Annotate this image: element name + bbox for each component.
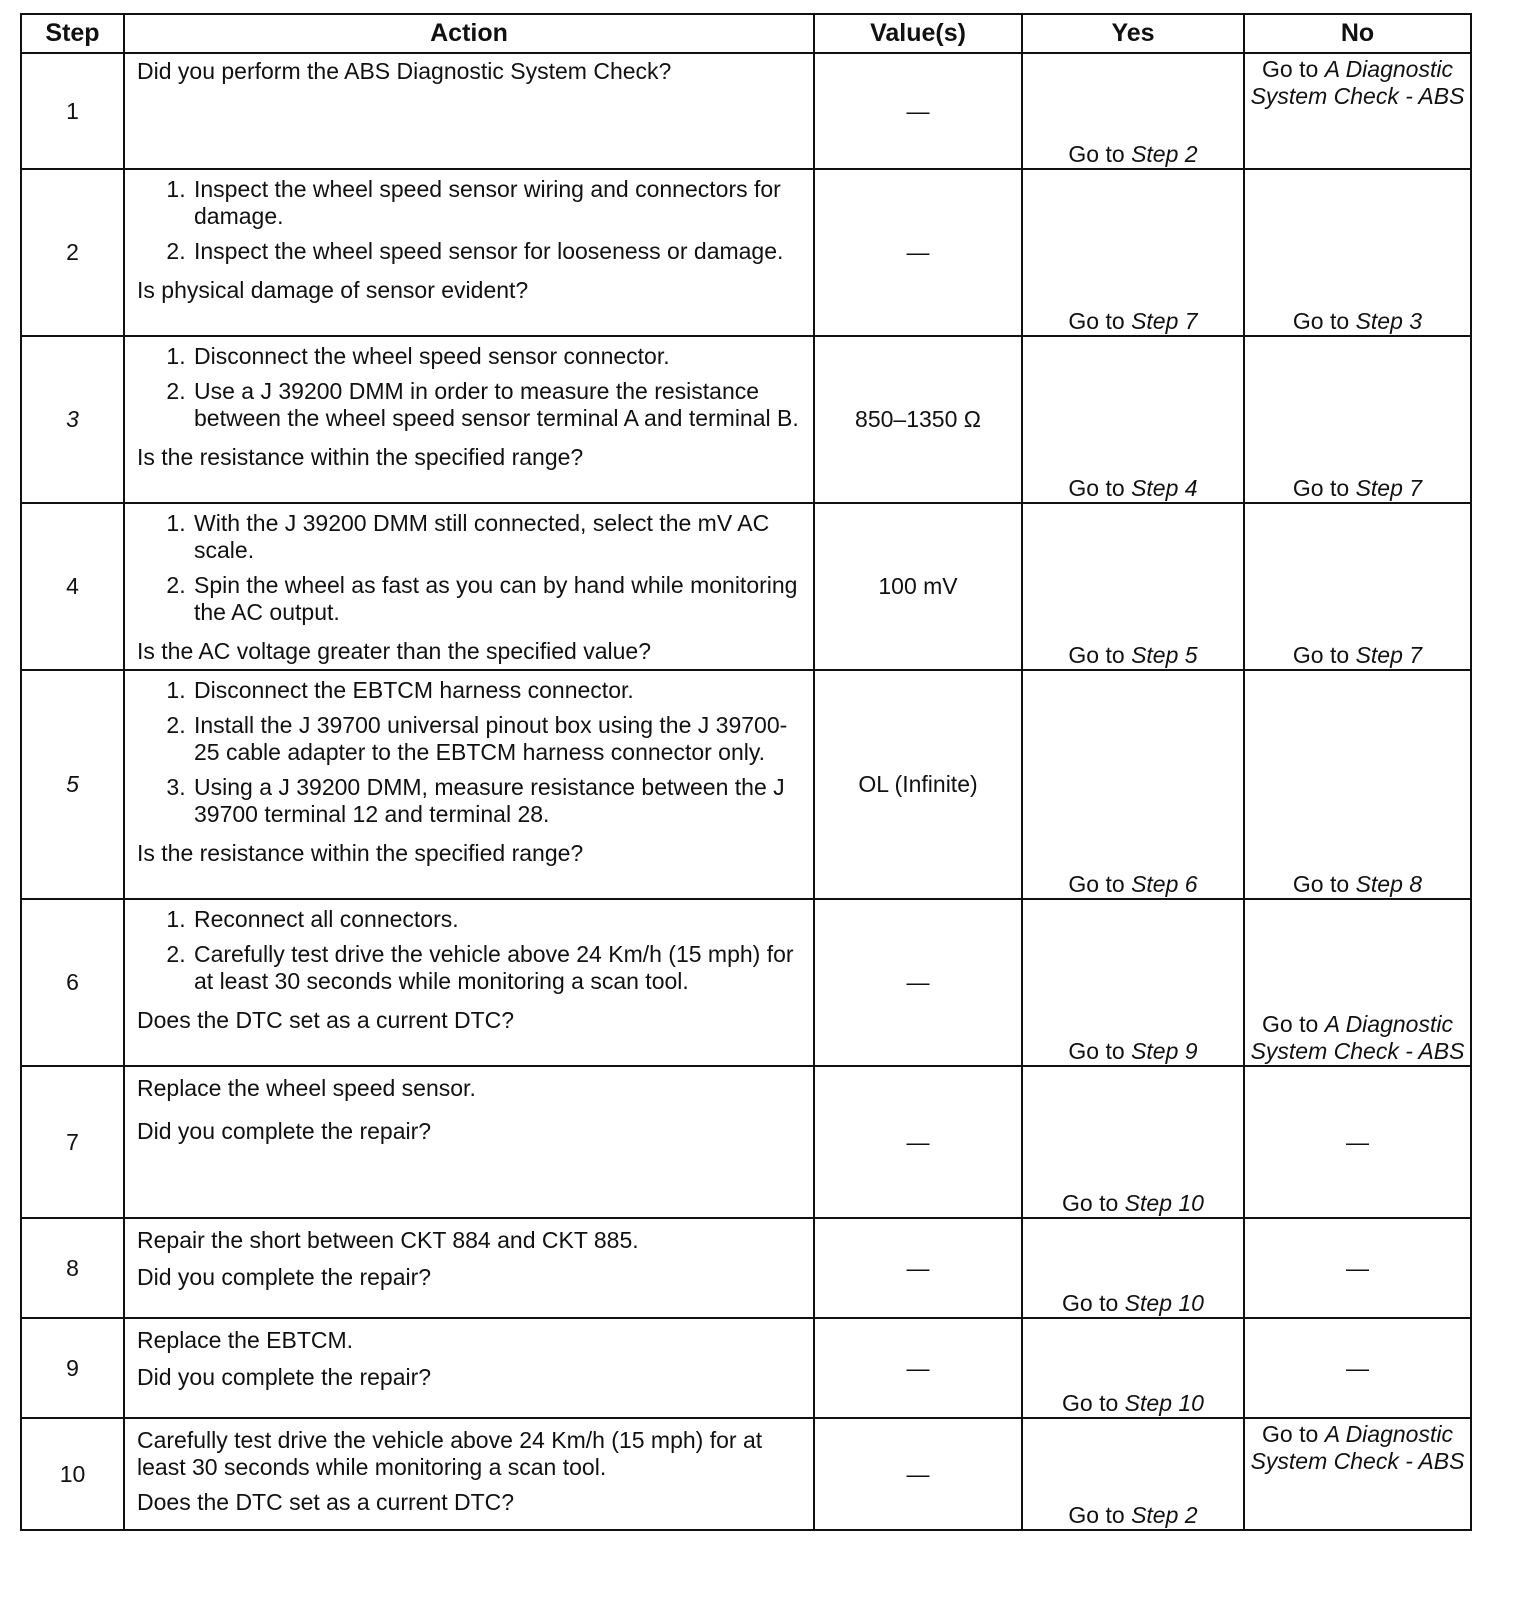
- action-question: Does the DTC set as a current DTC?: [137, 1489, 515, 1515]
- no-text: Go to: [1292, 308, 1356, 334]
- action-cell: [124, 53, 814, 169]
- diagnostic-table: [20, 13, 1472, 1531]
- header-yes: Yes: [1022, 14, 1244, 53]
- no-text: Go to: [1292, 642, 1356, 668]
- yes-text: Go to: [1068, 1502, 1132, 1528]
- yes-text: Go to: [1068, 871, 1132, 897]
- yes-cell: [1022, 53, 1244, 169]
- yes-ref: Step 4: [1131, 475, 1198, 501]
- step-number: 1: [21, 53, 124, 169]
- no-cell: —: [1244, 1066, 1471, 1218]
- no-cell: —: [1244, 1218, 1471, 1318]
- no-cell: [1244, 670, 1471, 899]
- yes-cell: [1022, 670, 1244, 899]
- yes-cell: [1022, 1318, 1244, 1418]
- action-cell: [124, 1418, 814, 1530]
- action-step: 2. Use a J 39200 DMM in order to measure the resistance between the wheel speed sensor terminal A and terminal B.: [192, 378, 805, 432]
- table-row: [21, 899, 1471, 1066]
- no-ref: A Diagnostic System Check - ABS: [1250, 56, 1465, 109]
- value-cell: —: [814, 169, 1022, 336]
- no-text: Go to: [1262, 1011, 1325, 1037]
- yes-ref: Step 2: [1131, 141, 1198, 167]
- step-number: 5: [21, 670, 124, 899]
- action-step: 2. Inspect the wheel speed sensor for looseness or damage.: [192, 238, 805, 265]
- action-cell: [124, 1066, 814, 1218]
- action-steps: [137, 677, 805, 836]
- yes-ref: Step 7: [1131, 308, 1198, 334]
- action-step: 1. Disconnect the EBTCM harness connector.: [192, 677, 805, 704]
- no-ref: A Diagnostic System Check - ABS: [1250, 1421, 1465, 1474]
- action-text: Carefully test drive the vehicle above 24 Km/h (15 mph) for at least 30 seconds while monitoring a scan tool.: [137, 1427, 763, 1480]
- no-cell: [1244, 336, 1471, 503]
- yes-cell: [1022, 1066, 1244, 1218]
- yes-cell: [1022, 169, 1244, 336]
- no-cell: [1244, 1418, 1471, 1530]
- value-cell: —: [814, 1318, 1022, 1418]
- action-step: 1. Reconnect all connectors.: [192, 906, 805, 933]
- value-cell: 850–1350 Ω: [814, 336, 1022, 503]
- action-question: Did you complete the repair?: [137, 1364, 432, 1390]
- action-cell: [124, 670, 814, 899]
- header-no: No: [1244, 14, 1471, 53]
- no-cell: —: [1244, 1318, 1471, 1418]
- action-step: 1. With the J 39200 DMM still connected, select the mV AC scale.: [192, 510, 805, 564]
- action-cell: [124, 1218, 814, 1318]
- yes-ref: Step 2: [1131, 1502, 1198, 1528]
- table-row: [21, 336, 1471, 503]
- value-cell: —: [814, 53, 1022, 169]
- no-text: Go to: [1292, 871, 1356, 897]
- no-cell: [1244, 53, 1471, 169]
- yes-ref: Step 10: [1124, 1290, 1204, 1316]
- step-number: 3: [21, 336, 124, 503]
- action-text: Repair the short between CKT 884 and CKT 885.: [137, 1227, 639, 1253]
- no-ref: A Diagnostic System Check - ABS: [1250, 1011, 1465, 1064]
- header-action: Action: [124, 14, 814, 53]
- table-row: [21, 503, 1471, 670]
- table-row: [21, 53, 1471, 169]
- yes-text: Go to: [1068, 475, 1132, 501]
- table-row: [21, 1218, 1471, 1318]
- step-number: 2: [21, 169, 124, 336]
- table-row: [21, 169, 1471, 336]
- value-cell: 100 mV: [814, 503, 1022, 670]
- action-text: Did you perform the ABS Diagnostic System Check?: [137, 58, 672, 84]
- no-text: Go to: [1262, 56, 1325, 82]
- action-step: 2. Install the J 39700 universal pinout box using the J 39700-25 cable adapter to the EBTCM harness connector only.: [192, 712, 805, 766]
- action-question: Does the DTC set as a current DTC?: [137, 1007, 515, 1033]
- step-number: 9: [21, 1318, 124, 1418]
- no-cell: [1244, 503, 1471, 670]
- yes-ref: Step 5: [1131, 642, 1198, 668]
- header-step: Step: [21, 14, 124, 53]
- action-question: Is the resistance within the specified range?: [137, 444, 584, 470]
- yes-text: Go to: [1062, 1290, 1125, 1316]
- header-values: Value(s): [814, 14, 1022, 53]
- action-question: Is physical damage of sensor evident?: [137, 277, 529, 303]
- no-ref: Step 3: [1355, 308, 1423, 334]
- action-text: Replace the EBTCM.: [137, 1327, 354, 1353]
- yes-text: Go to: [1068, 141, 1132, 167]
- yes-cell: [1022, 899, 1244, 1066]
- value-cell: —: [814, 1218, 1022, 1318]
- no-ref: Step 7: [1355, 475, 1423, 501]
- action-steps: [137, 343, 805, 440]
- action-cell: [124, 1318, 814, 1418]
- action-steps: [137, 176, 805, 273]
- action-question: Is the resistance within the specified range?: [137, 840, 584, 866]
- yes-cell: [1022, 503, 1244, 670]
- no-cell: [1244, 169, 1471, 336]
- yes-text: Go to: [1062, 1190, 1125, 1216]
- table-row: [21, 1066, 1471, 1218]
- action-cell: [124, 336, 814, 503]
- no-text: Go to: [1292, 475, 1356, 501]
- action-steps: [137, 906, 805, 1003]
- action-question: Did you complete the repair?: [137, 1264, 432, 1290]
- yes-text: Go to: [1068, 308, 1132, 334]
- value-cell: —: [814, 1066, 1022, 1218]
- yes-ref: Step 6: [1131, 871, 1198, 897]
- yes-cell: [1022, 336, 1244, 503]
- yes-text: Go to: [1068, 1038, 1132, 1064]
- table-row: [21, 1418, 1471, 1530]
- yes-ref: Step 10: [1124, 1190, 1204, 1216]
- value-cell: —: [814, 1418, 1022, 1530]
- no-ref: Step 7: [1355, 642, 1423, 668]
- value-cell: —: [814, 899, 1022, 1066]
- action-question: Did you complete the repair?: [137, 1118, 432, 1144]
- step-number: 6: [21, 899, 124, 1066]
- yes-cell: [1022, 1218, 1244, 1318]
- yes-ref: Step 10: [1124, 1390, 1204, 1416]
- action-step: 3. Using a J 39200 DMM, measure resistance between the J 39700 terminal 12 and terminal 28.: [192, 774, 805, 828]
- action-question: Is the AC voltage greater than the specified value?: [137, 638, 651, 664]
- action-step: 1. Disconnect the wheel speed sensor connector.: [192, 343, 805, 370]
- action-text: Replace the wheel speed sensor.: [137, 1075, 476, 1101]
- action-step: 2. Carefully test drive the vehicle above 24 Km/h (15 mph) for at least 30 seconds while monitoring a scan tool.: [192, 941, 805, 995]
- action-step: 2. Spin the wheel as fast as you can by hand while monitoring the AC output.: [192, 572, 805, 626]
- yes-ref: Step 9: [1131, 1038, 1198, 1064]
- table-row: [21, 1318, 1471, 1418]
- step-number: 10: [21, 1418, 124, 1530]
- header-row: [21, 14, 1471, 53]
- value-cell: OL (Infinite): [814, 670, 1022, 899]
- yes-text: Go to: [1062, 1390, 1125, 1416]
- step-number: 8: [21, 1218, 124, 1318]
- yes-text: Go to: [1068, 642, 1132, 668]
- no-ref: Step 8: [1355, 871, 1423, 897]
- step-number: 4: [21, 503, 124, 670]
- table-row: [21, 670, 1471, 899]
- action-step: 1. Inspect the wheel speed sensor wiring and connectors for damage.: [192, 176, 805, 230]
- action-cell: [124, 899, 814, 1066]
- action-cell: [124, 503, 814, 670]
- no-cell: [1244, 899, 1471, 1066]
- action-cell: [124, 169, 814, 336]
- yes-cell: [1022, 1418, 1244, 1530]
- step-number: 7: [21, 1066, 124, 1218]
- no-text: Go to: [1262, 1421, 1325, 1447]
- action-steps: [137, 510, 805, 634]
